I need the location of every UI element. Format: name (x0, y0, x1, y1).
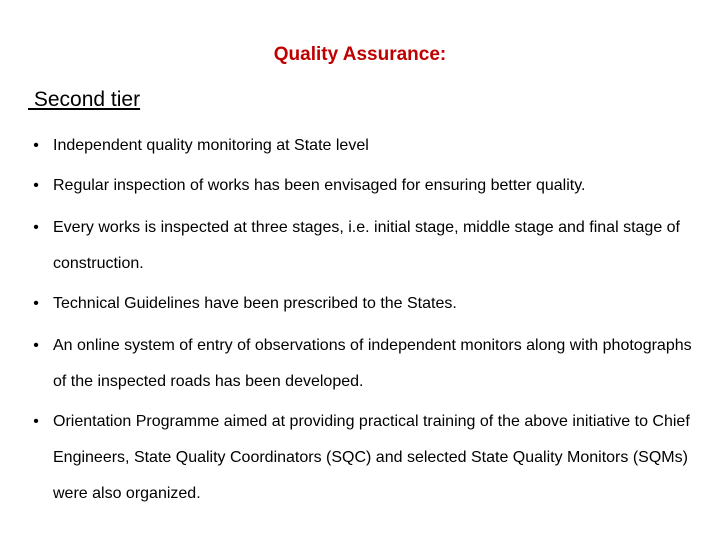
bullet-dot-icon: • (33, 413, 39, 430)
bullet-item (30, 168, 695, 204)
bullet-dot-icon: • (33, 337, 39, 354)
bullet-item (30, 286, 695, 322)
bullet-dot-icon: • (33, 177, 39, 194)
bullet-text: Independent quality monitoring at State level (53, 137, 369, 154)
bullet-item (30, 404, 695, 512)
bullet-item (30, 328, 695, 400)
bullet-item (30, 128, 695, 164)
bullet-text: Every works is inspected at three stages, i.e. initial stage, middle stage and final stage of construction. (53, 219, 680, 272)
bullet-dot-icon: • (33, 295, 39, 312)
slide-subtitle: Second tier (28, 88, 141, 111)
bullet-dot-icon: • (33, 137, 39, 154)
bullet-text: Orientation Programme aimed at providing practical training of the above initiative to Chief Engineers, State Quality Coordinators (SQC) and selected State Quality Monitors (SQMs) were also organized. (53, 413, 690, 502)
slide-title-text: Quality Assurance: (273, 44, 447, 65)
bullet-dot-icon: • (33, 219, 39, 236)
bullet-text: Technical Guidelines have been prescribed to the States. (53, 295, 457, 312)
bullet-text: Regular inspection of works has been envisaged for ensuring better quality. (53, 177, 586, 194)
bullet-text: An online system of entry of observations of independent monitors along with photographs of the inspected roads has been developed. (53, 337, 692, 390)
bullet-item (30, 210, 695, 282)
